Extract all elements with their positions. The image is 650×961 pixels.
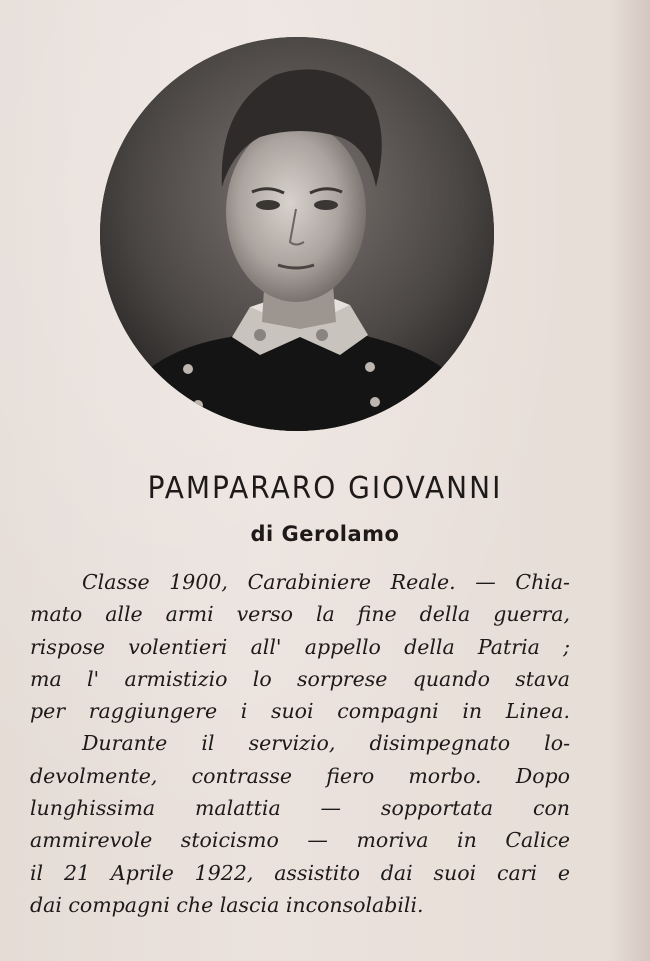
- person-name: PAMPARARO GIOVANNI: [147, 469, 503, 506]
- bio-line: Classe 1900, Carabiniere Reale. — Chia-: [82, 570, 570, 594]
- bio-line: per raggiungere i suoi compagni in Linea.: [30, 699, 570, 724]
- bio-line: dai compagni che lascia inconsolabili.: [30, 892, 424, 917]
- portrait-photo: [100, 37, 494, 431]
- person-parent: di Gerolamo: [250, 522, 400, 546]
- bio-line: Durante il servizio, disimpegnato lo-: [82, 731, 570, 756]
- biography-text: [30, 566, 570, 921]
- bio-line: mato alle armi verso la fine della guerra,: [30, 602, 570, 627]
- bio-line: devolmente, contrasse fiero morbo. Dopo: [30, 763, 570, 788]
- bio-line: lunghissima malattia — sopportata con: [30, 796, 570, 821]
- bio-line: ammirevole stoicismo — moriva in Calice: [30, 828, 570, 853]
- bio-line: il 21 Aprile 1922, assistito dai suoi cari e: [30, 860, 570, 885]
- bio-line: rispose volentieri all' appello della Patria ;: [30, 634, 570, 659]
- portrait-illustration: [100, 37, 494, 431]
- bio-line: ma l' armistizio lo sorprese quando stava: [30, 666, 570, 691]
